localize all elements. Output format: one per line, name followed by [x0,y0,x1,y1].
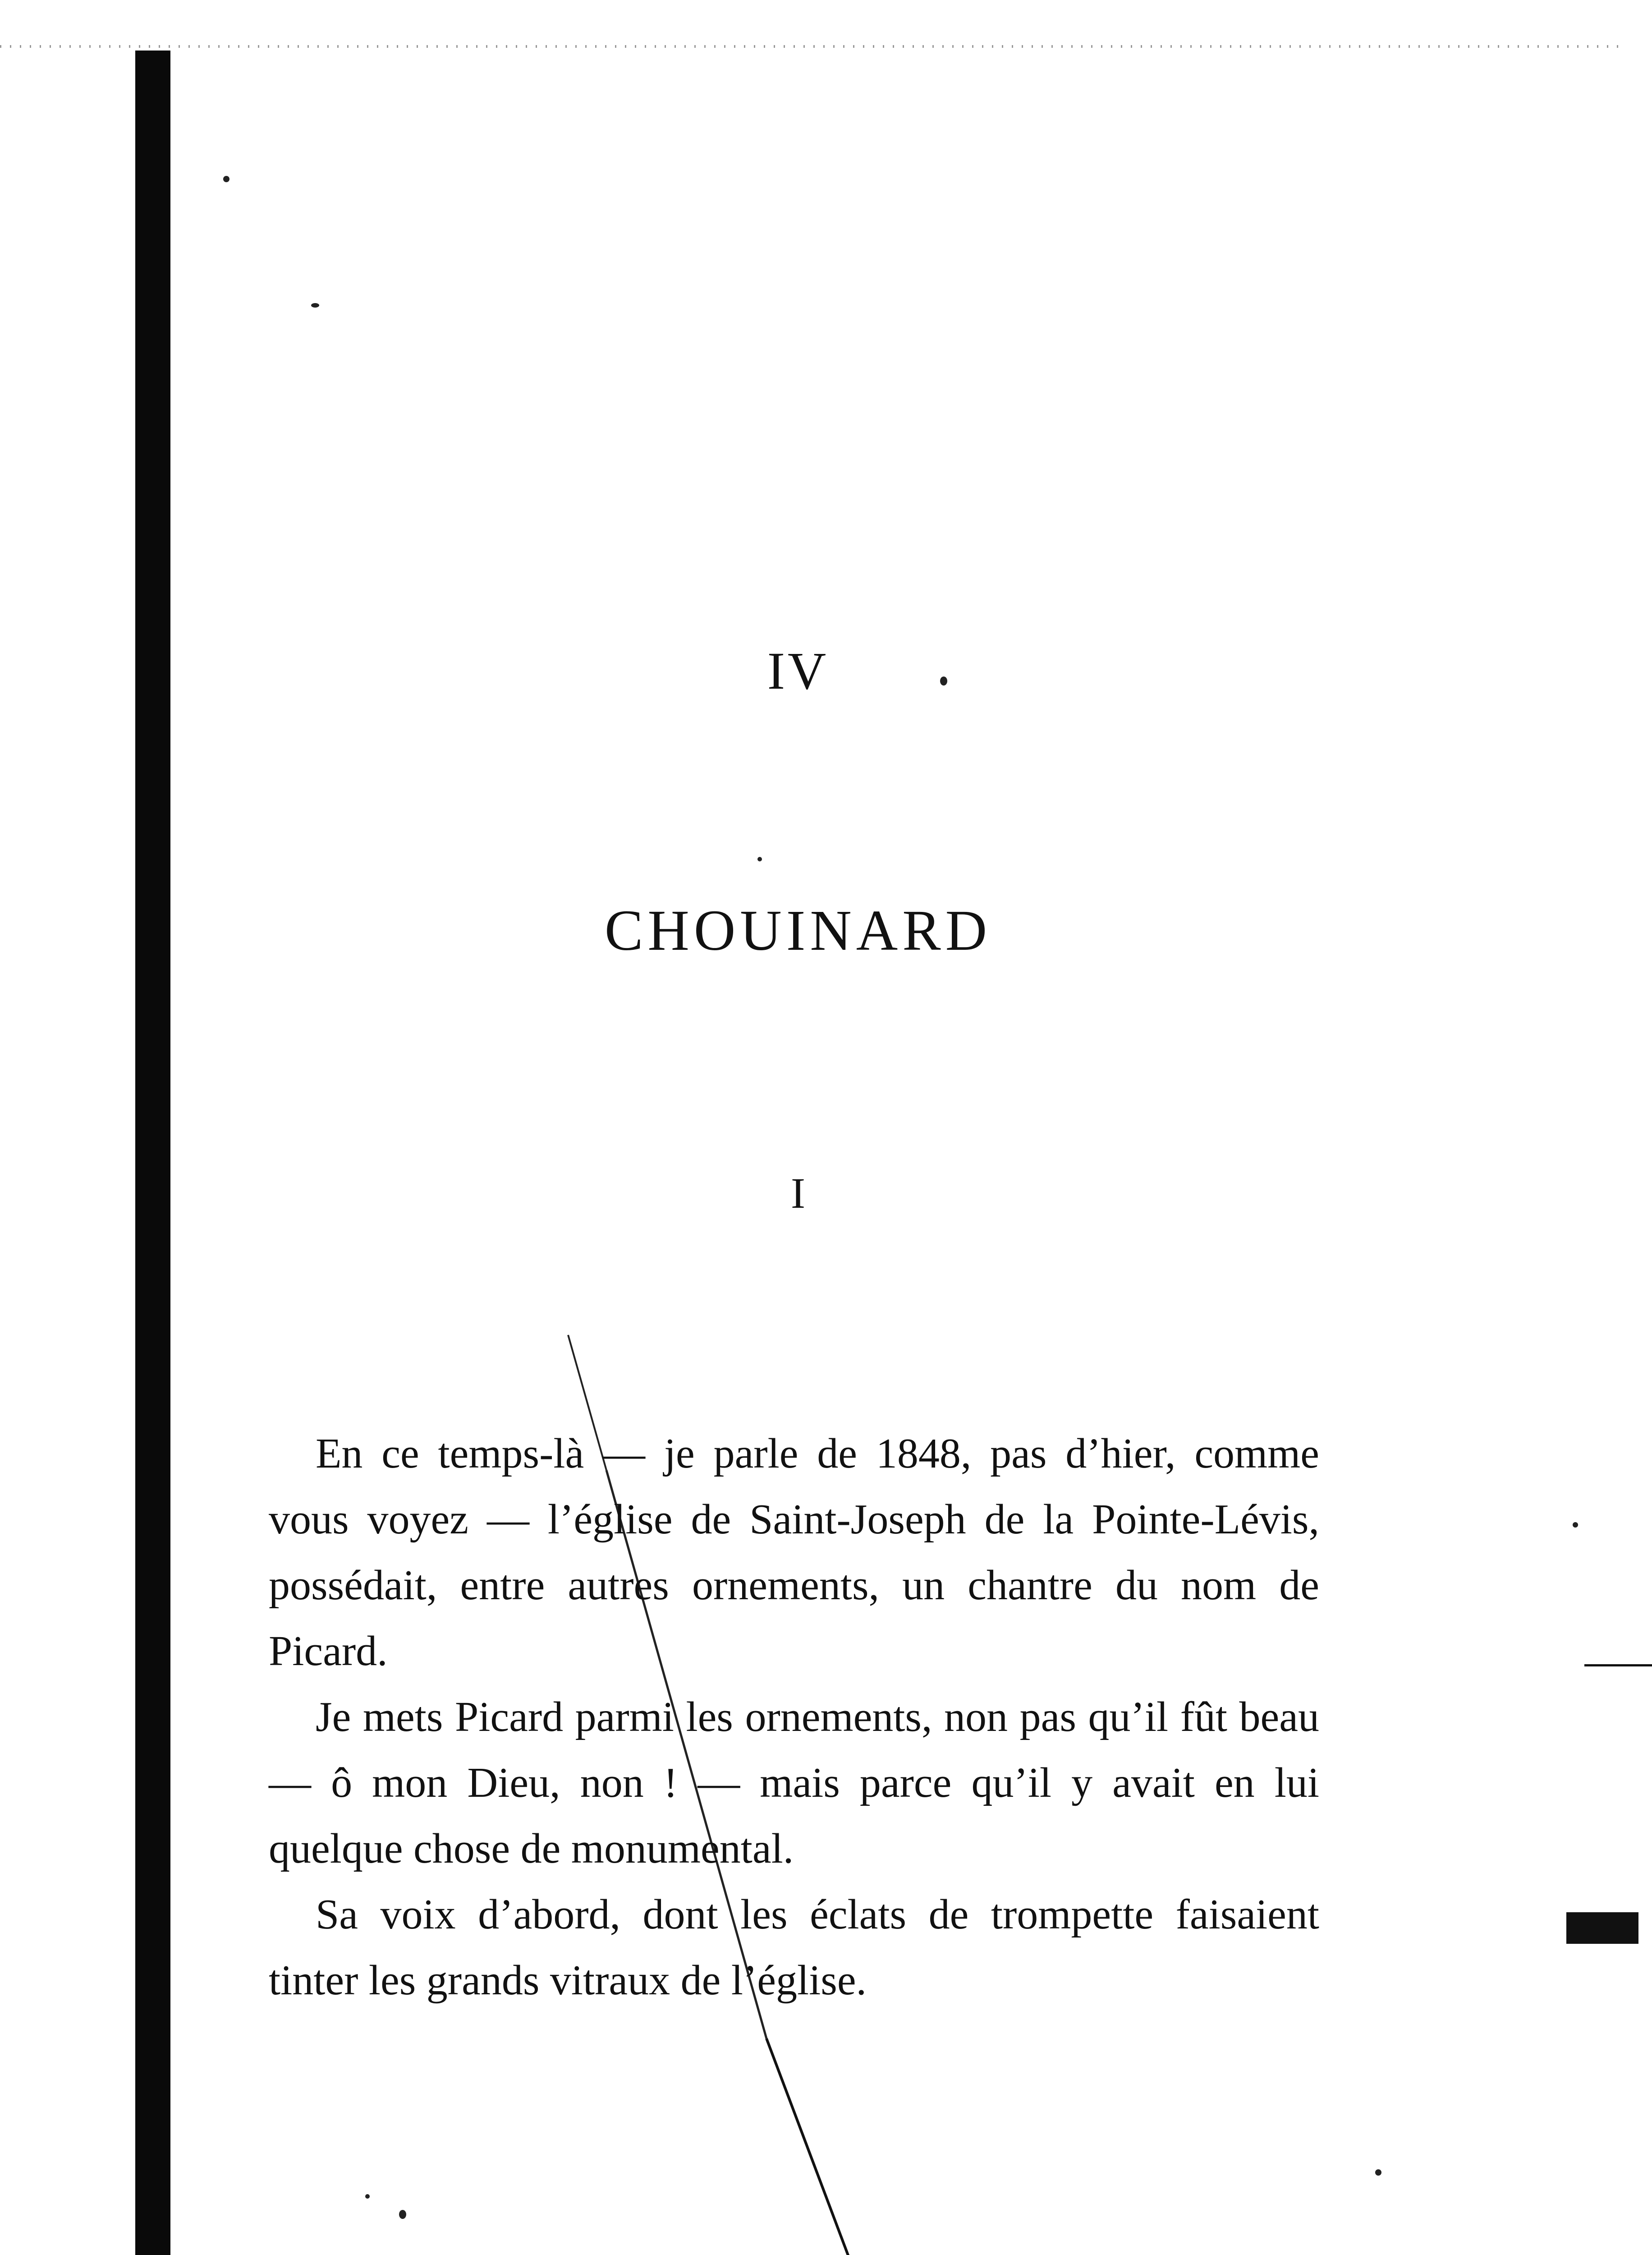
paragraph: Sa voix d’abord, dont les éclats de trompette faisaient tinter les grands vitraux de l’église. [269,1891,1319,2004]
speck [1573,1522,1578,1528]
paragraph: Je mets Picard parmi les ornements, non pas qu’il fût beau — ô mon Dieu, non ! — mais parce qu’il y avait en lui quelque chose de monumental. [269,1694,1319,1872]
speck [311,303,319,308]
chapter-title: CHOUINARD [605,898,991,962]
margin-block [1566,1912,1638,1944]
speck [365,2194,370,2199]
speck [223,176,229,182]
body-text [269,1421,1319,2013]
paragraph: En ce temps-là — je parle de 1848, pas d’hier, comme vous voyez — l’église de Saint-Joseph de la Pointe-Lévis, possédait, entre autres ornements, un chantre du nom de Picard. [269,1430,1319,1675]
speck [1375,2169,1381,2176]
speck [399,2210,406,2219]
margin-mark [1584,1664,1652,1666]
section-number: I [791,1169,805,1217]
chapter-number: IV [767,641,829,700]
speck [757,857,762,861]
